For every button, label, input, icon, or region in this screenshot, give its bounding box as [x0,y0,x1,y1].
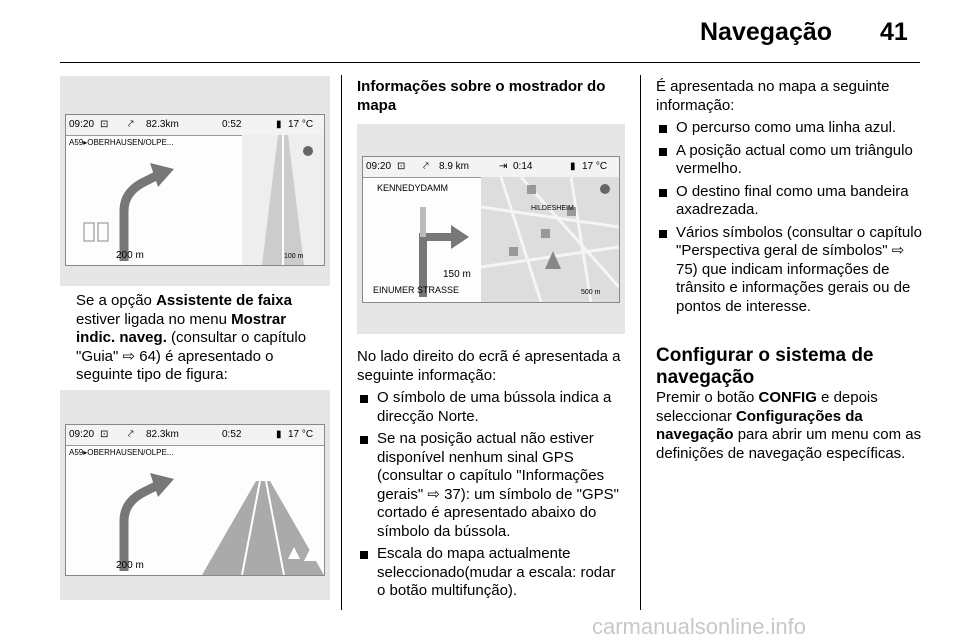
clock: 09:20 [69,429,95,440]
gps-icon: ⊡ [397,161,406,172]
turn-arrow-icon [66,461,206,575]
road-view [242,135,324,265]
distance-remaining: 82.3km [146,429,179,440]
eta: 0:14 [513,161,533,172]
distance-icon: ⤤ [128,429,134,440]
figure-map-display [357,124,625,334]
map-view [481,177,619,302]
eta: 0:52 [222,429,242,440]
page-number: 41 [880,18,908,46]
list-item: A posição actual como um triângulo vermelho. [656,142,924,179]
nav-screen [362,156,620,303]
map-scale: 500 m [581,289,601,296]
distance-icon: ⤤ [128,119,134,130]
thermometer-icon: ▮ [276,119,282,130]
map-info-paragraph: É apresentada no mapa a seguinte informação: O percurso como uma linha azul. A posição actual como um triângulo vermelho. O destino final como uma bandeira axadrezada. Vários símbolos (consultar o capítulo "Perspectiva geral de símbolos" ⇨ 75) que indicam informações de trânsito e informações gerais ou de pontos de interesse. [656,78,924,316]
distance-remaining: 8.9 km [439,161,470,172]
list-item: O destino final como uma bandeira axadrezada. [656,183,924,220]
status-bar [66,425,324,446]
temperature: 17 °C [288,119,314,130]
clock: 09:20 [69,119,95,130]
map-city-label: HILDESHEIM [531,205,574,212]
distance-icon: ⤤ [423,161,429,172]
turn-distance: 150 m [443,269,471,280]
config-nav-paragraph: Premir o botão CONFIG e depois seleccionar Configurações da navegação para abrir um menu com as definições de navegação específicas. [656,389,922,462]
street-current: KENNEDYDAMM [377,183,449,193]
map-scale: 100 m [284,253,304,260]
config-nav-heading: Configurar o sistema de navegação [656,345,874,388]
gps-icon: ⊡ [100,119,109,130]
temperature: 17 °C [582,161,608,172]
lane-view [202,481,324,575]
column-divider-2 [640,75,641,610]
nav-screen [65,424,325,576]
distance-remaining: 82.3km [146,119,179,130]
road-name-bar: A59▸OBERHAUSEN/OLPE... [69,448,174,457]
right-side-info-paragraph: No lado direito do ecrã é apresentada a seguinte informação: O símbolo de uma bússola indica a direcção Norte. Se na posição actual não estiver disponível nenhum sinal GPS (consultar o capítulo "Informações gerais" ⇨ 37): um símbolo de "GPS" cortado é apresentado abaixo do símbolo da bússola. Escala do mapa actualmente seleccionado(mudar a escala: rodar o botão multifunção). [357,348,627,601]
figure-lane-assist-2 [60,390,330,600]
list-item: Escala do mapa actualmente seleccionado(mudar a escala: rodar o botão multifunção). [357,545,627,601]
map-info-heading: Informações sobre o mostrador do mapa [357,78,606,114]
lane-assist-paragraph: Se a opção Assistente de faixa estiver ligada no menu Mostrar indic. naveg. (consultar o capítulo "Guia" ⇨ 64) é apresentado o seguinte tipo de figura: [76,292,307,383]
turn-arrow-icon [66,151,246,265]
clock: 09:20 [366,161,392,172]
gps-icon: ⊡ [100,429,109,440]
list-item: O percurso como uma linha azul. [656,119,924,138]
page-header-title: Navegação [700,18,833,46]
temperature: 17 °C [288,429,314,440]
status-bar [66,115,324,136]
list-item: Vários símbolos (consultar o capítulo "Perspectiva geral de símbolos" ⇨ 75) que indicam informações de trânsito e informações gerais ou de pontos de interesse. [656,224,924,317]
watermark: carmanualsonline.info [592,614,807,639]
thermometer-icon: ▮ [276,429,282,440]
arrival-icon: ⇥ [499,161,508,172]
status-bar [363,157,619,178]
thermometer-icon: ▮ [570,161,576,172]
turn-distance: 200 m [116,560,144,571]
nav-screen [65,114,325,266]
column-divider-1 [341,75,342,610]
road-name-bar: A59▸OBERHAUSEN/OLPE... [69,138,174,147]
list-item: Se na posição actual não estiver disponível nenhum sinal GPS (consultar o capítulo "Informações gerais" ⇨ 37): um símbolo de "GPS" cortado é apresentado abaixo do símbolo da bússola. [357,430,627,541]
figure-lane-assist-1 [60,76,330,286]
header-rule [60,62,920,63]
eta: 0:52 [222,119,242,130]
street-next: EINUMER STRASSE [373,285,460,295]
list-item: O símbolo de uma bússola indica a direcção Norte. [357,389,627,426]
turn-distance: 200 m [116,250,144,261]
